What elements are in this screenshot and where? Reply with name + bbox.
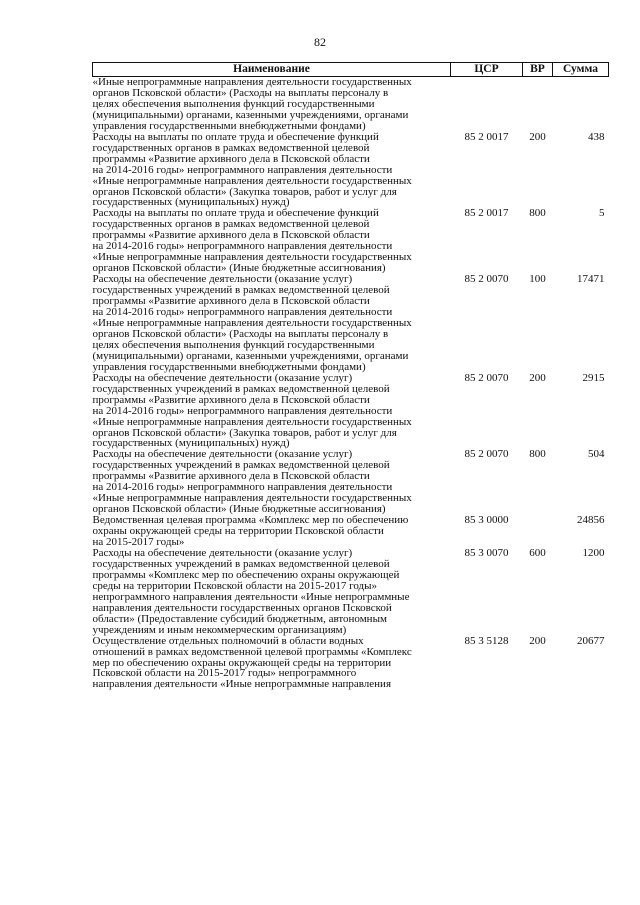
row-sum: 17471 — [577, 273, 605, 286]
row-csr: 85 2 0070 — [464, 273, 509, 286]
column-header-vr: ВР — [523, 63, 553, 77]
row-vr: 800 — [529, 448, 546, 461]
row-name: Расходы на обеспечение деятельности (оказание услуг) государственных учреждений в рамках ведомственной целевой программы «Развитие архивного дела в Псковской области на 2014-2016 годы» непрограммного направления деятельности «Иные непрограммные направления деятельности государственных органов Псковской области» (Расходы на выплаты персоналу в целях обеспечения выполнения функций государственными (муниципальными) органами, казенными учреждениями, органами управления государственными внебюджетными фондами) — [92, 273, 412, 373]
row-csr: 85 2 0070 — [464, 448, 509, 461]
row-csr: 85 3 0070 — [464, 546, 509, 559]
row-vr: 200 — [529, 130, 546, 143]
budget-table — [92, 62, 609, 690]
row-csr: 85 2 0070 — [464, 371, 509, 384]
row-sum: 20677 — [577, 634, 605, 647]
table-row — [93, 548, 609, 636]
row-csr: 85 3 5128 — [464, 634, 509, 647]
table-header-row — [93, 63, 609, 77]
row-sum: 2915 — [582, 371, 605, 384]
row-sum — [553, 77, 609, 132]
table-row — [93, 636, 609, 691]
row-name: Расходы на выплаты по оплате труда и обеспечение функций государственных органов в рамках ведомственной целевой программы «Развитие архивного дела в Псковской области на 2014-2016 годы» непрограммного направления деятельности «Иные непрограммные направления деятельности государственных органов Псковской области» (Закупка товаров, работ и услуг для государственных (муниципальных) нужд) — [92, 130, 412, 209]
column-header-name: Наименование — [93, 63, 451, 77]
row-name: Расходы на обеспечение деятельности (оказание услуг) государственных учреждений в рамках ведомственной целевой программы «Развитие архивного дела в Псковской области на 2014-2016 годы» непрограммного направления деятельности «Иные непрограммные направления деятельности государственных органов Псковской области» (Иные бюджетные ассигнования) — [92, 448, 412, 516]
page-number: 82 — [314, 35, 326, 49]
row-vr: 800 — [529, 207, 546, 220]
row-vr: 600 — [529, 546, 546, 559]
column-header-csr: ЦСР — [451, 63, 523, 77]
row-vr — [523, 77, 553, 132]
row-name: Расходы на выплаты по оплате труда и обеспечение функций государственных органов в рамках ведомственной целевой программы «Развитие архивного дела в Псковской области на 2014-2016 годы» непрограммного направления деятельности «Иные непрограммные направления деятельности государственных органов Псковской области» (Иные бюджетные ассигнования) — [92, 207, 412, 275]
table-row — [93, 77, 609, 132]
row-vr: 200 — [529, 634, 546, 647]
row-vr — [523, 515, 553, 548]
row-csr: 85 2 0017 — [464, 130, 509, 143]
row-name: Ведомственная целевая программа «Комплекс мер по обеспечению охраны окружающей среды на территории Псковской области на 2015-2017 годы» — [92, 514, 409, 549]
row-sum: 1200 — [582, 546, 605, 559]
column-header-sum: Сумма — [553, 63, 609, 77]
row-csr: 85 2 0017 — [464, 207, 509, 220]
row-name: Расходы на обеспечение деятельности (оказание услуг) государственных учреждений в рамках ведомственной целевой программы «Развитие архивного дела в Псковской области на 2014-2016 годы» непрограммного направления деятельности «Иные непрограммные направления деятельности государственных органов Псковской области» (Закупка товаров, работ и услуг для государственных (муниципальных) нужд) — [92, 371, 412, 450]
row-sum: 504 — [588, 448, 605, 461]
row-name: Расходы на обеспечение деятельности (оказание услуг) государственных учреждений в рамках ведомственной целевой программы «Комплекс мер по обеспечению охраны окружающей среды на территории Псковской области на 2015-2017 годы» непрограммного направления деятельности «Иные непрограммные направления деятельности государственных органов Псковской области» (Предоставление субсидий бюджетным, автономным учреждениям и иным некоммерческим организациям) — [92, 546, 410, 636]
table-row — [93, 208, 609, 274]
row-sum: 24856 — [577, 514, 605, 527]
row-vr: 100 — [529, 273, 546, 286]
table-row — [93, 449, 609, 515]
table-row — [93, 132, 609, 209]
row-name: «Иные непрограммные направления деятельности государственных органов Псковской области» (Расходы на выплаты персоналу в целях обеспечения выполнения функций государственными (муниципальными) органами, казенными учреждениями, органами управления государственными внебюджетными фондами) — [92, 76, 412, 132]
row-csr: 85 3 0000 — [464, 514, 509, 527]
row-sum: 5 — [599, 207, 605, 220]
row-name: Осуществление отдельных полномочий в области водных отношений в рамках ведомственной целевой программы «Комплекс мер по обеспечению охраны окружающей среды на территории Псковской области на 2015-2017 годы» непрограммного направления деятельности «Иные непрограммные направления — [92, 634, 412, 691]
row-sum: 438 — [588, 130, 605, 143]
table-row — [93, 373, 609, 450]
row-vr: 200 — [529, 371, 546, 384]
table-row — [93, 274, 609, 373]
table-row — [93, 515, 609, 548]
row-csr — [451, 77, 523, 132]
